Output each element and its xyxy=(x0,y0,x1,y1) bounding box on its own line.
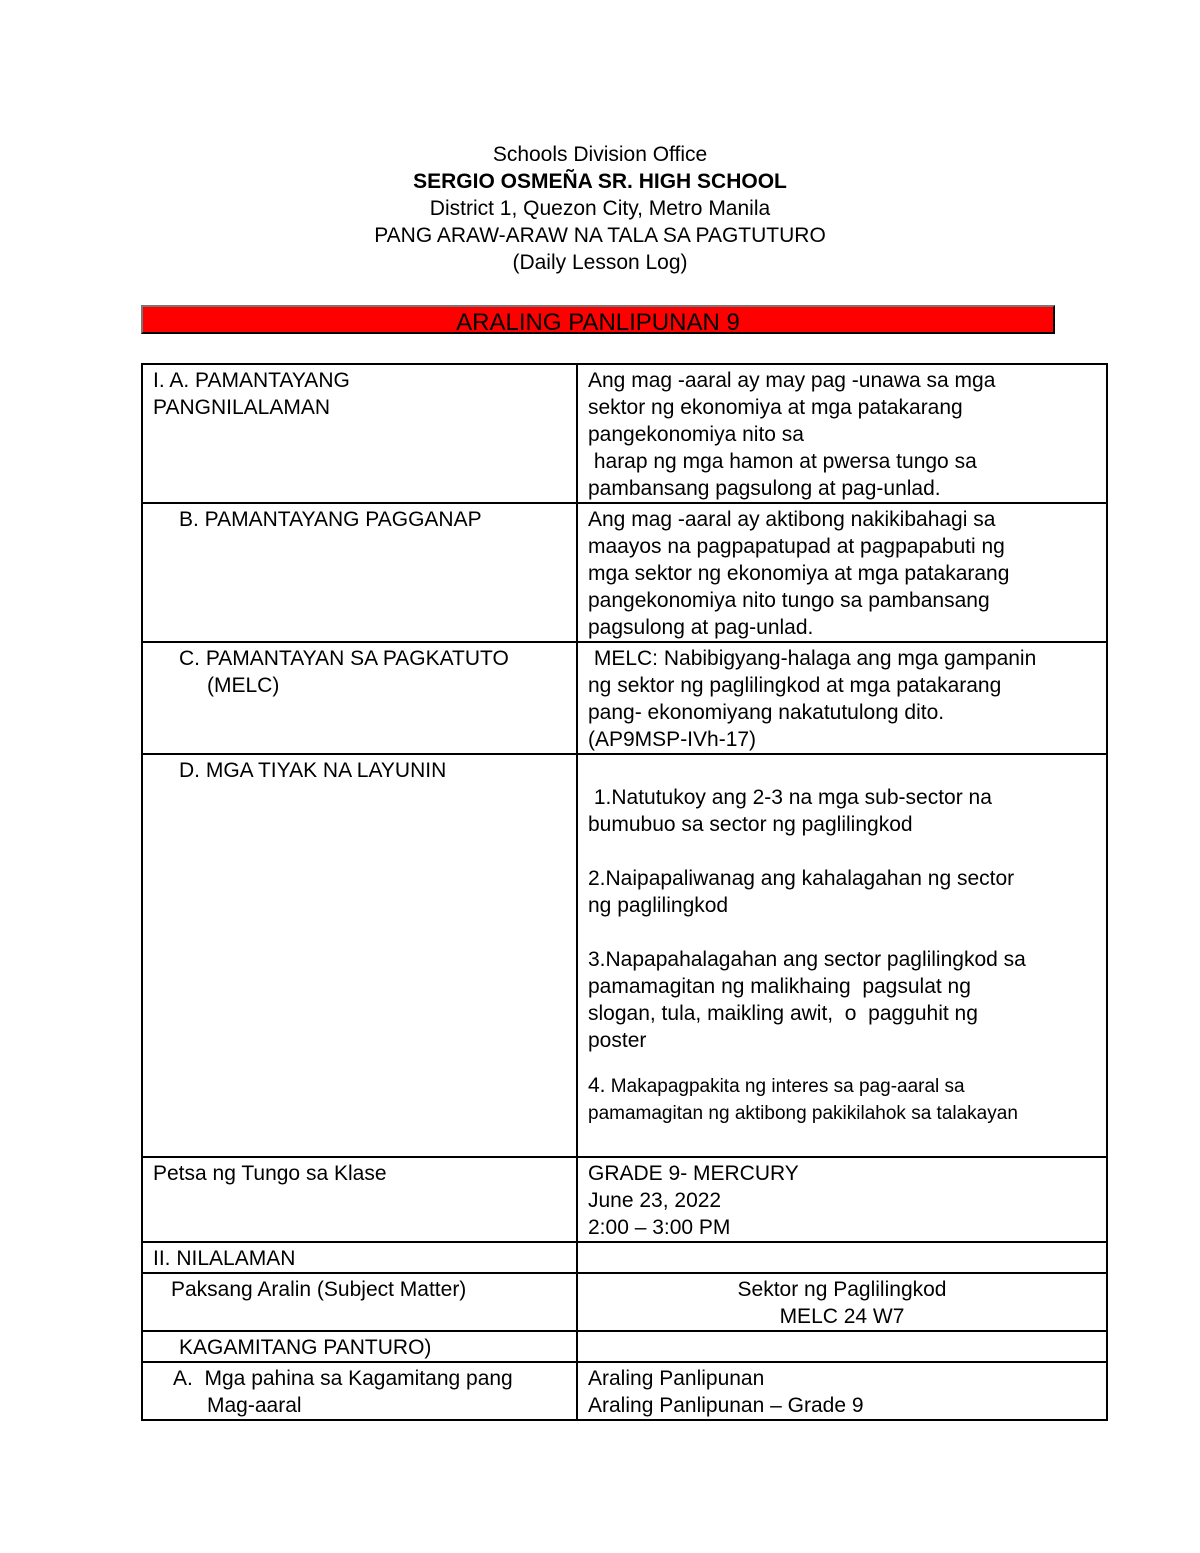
objective-1: 1.Natutukoy ang 2-3 na mga sub-sector na xyxy=(588,786,992,809)
performance-standard-label: B. PAMANTAYANG PAGGANAP xyxy=(142,503,577,642)
table-row-class-date xyxy=(142,1157,1107,1242)
content-label: II. NILALAMAN xyxy=(142,1242,577,1273)
document-header xyxy=(0,141,1200,276)
materials-label: KAGAMITANG PANTURO) xyxy=(142,1331,577,1362)
table-row-content-standard xyxy=(142,364,1107,503)
school-location: District 1, Quezon City, Metro Manila xyxy=(429,197,771,220)
content-value xyxy=(577,1242,1107,1273)
school-name: SERGIO OSMEÑA SR. HIGH SCHOOL xyxy=(413,170,787,193)
objective-3: 3.Napapahalagahan ang sector paglilingkod sa xyxy=(588,948,1026,971)
table-row-objectives xyxy=(142,754,1107,1157)
objectives-text: 1.Natutukoy ang 2-3 na mga sub-sector na bumubuo sa sector ng paglilingkod 2.Naipapaliwanag ang kahalagahan ng sector ng paglilingkod 3.Napapahalagahan ang sector paglilingkod sa pamamagitan ng malikhaing pagsulat ng slogan, tula, maikling awit, o pagguhit ng poster 4. Makapagpakita ng interes sa pag-aaral sa pamamagitan ng aktibong pakikilahok sa talakayan xyxy=(577,754,1107,1157)
log-subtitle: (Daily Lesson Log) xyxy=(512,251,688,274)
content-standard-text: Ang mag -aaral ay may pag -unawa sa mga sektor ng ekonomiya at mga patakarang pangekonomiya nito sa harap ng mga hamon at pwersa tungo sa pambansang pagsulong at pag-unlad. xyxy=(577,364,1107,503)
subject-matter-value: Sektor ng Paglilingkod MELC 24 W7 xyxy=(577,1273,1107,1331)
objective-4: 4. Makapagpakita ng interes sa pag-aaral sa xyxy=(588,1074,965,1097)
learning-competency-label: C. PAMANTAYAN SA PAGKATUTO (MELC) xyxy=(142,642,577,754)
table-row-learning-competency xyxy=(142,642,1107,754)
class-date-label: Petsa ng Tungo sa Klase xyxy=(142,1157,577,1242)
performance-standard-text: Ang mag -aaral ay aktibong nakikibahagi sa maayos na pagpapatupad at pagpapabuti ng mga sektor ng ekonomiya at mga patakarang pangekonomiya nito tungo sa pambansang pagsulong at pag-unlad. xyxy=(577,503,1107,642)
subject-title-bar: ARALING PANLIPUNAN 9 xyxy=(141,305,1055,334)
content-standard-label: I. A. PAMANTAYANG PANGNILALAMAN xyxy=(142,364,577,503)
table-row-content xyxy=(142,1242,1107,1273)
class-date-value: GRADE 9- MERCURY June 23, 2022 2:00 – 3:00 PM xyxy=(577,1157,1107,1242)
materials-value xyxy=(577,1331,1107,1362)
learner-pages-label: A. Mga pahina sa Kagamitang pang Mag-aaral xyxy=(142,1362,577,1420)
learner-pages-value: Araling Panlipunan Araling Panlipunan – Grade 9 xyxy=(577,1362,1107,1420)
table-row-learner-pages xyxy=(142,1362,1107,1420)
subject-matter-label: Paksang Aralin (Subject Matter) xyxy=(142,1273,577,1331)
table-row-subject-matter xyxy=(142,1273,1107,1331)
table-row-performance-standard xyxy=(142,503,1107,642)
table-row-materials xyxy=(142,1331,1107,1362)
learning-competency-text: MELC: Nabibigyang-halaga ang mga gampanin ng sektor ng paglilingkod at mga patakarang pang- ekonomiyang nakatutulong dito. (AP9MSP-IVh-17) xyxy=(577,642,1107,754)
objectives-label: D. MGA TIYAK NA LAYUNIN xyxy=(142,754,577,1157)
lesson-log-table xyxy=(141,363,1108,1421)
objective-2: 2.Naipapaliwanag ang kahalagahan ng sector xyxy=(588,867,1015,890)
office-name: Schools Division Office xyxy=(492,143,708,166)
log-title: PANG ARAW-ARAW NA TALA SA PAGTUTURO xyxy=(374,224,826,247)
